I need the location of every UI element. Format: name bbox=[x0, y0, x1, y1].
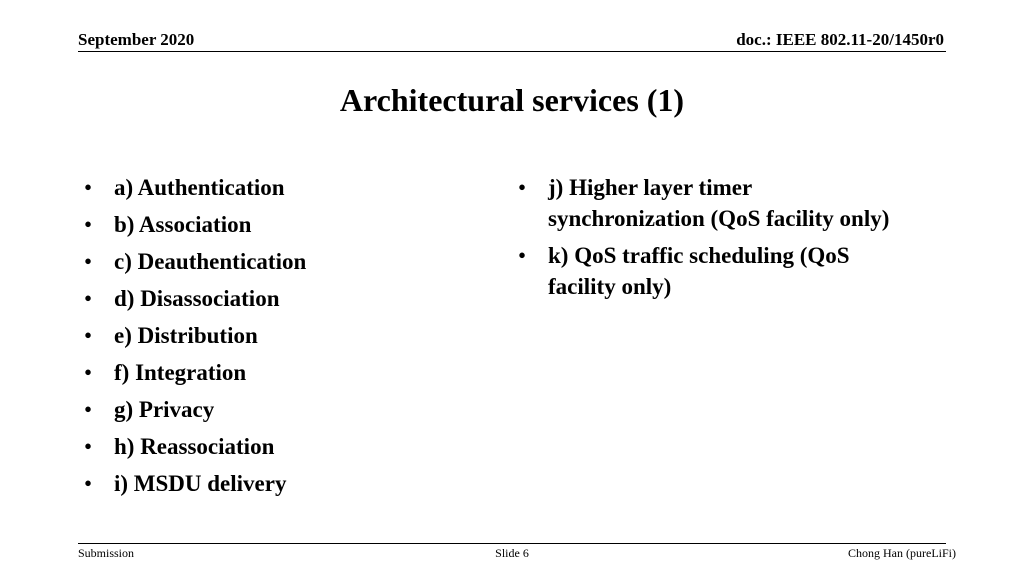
right-bullet-list bbox=[518, 172, 898, 308]
bullet-icon: • bbox=[84, 286, 93, 311]
bullet-icon: • bbox=[84, 212, 93, 237]
list-item bbox=[84, 246, 444, 277]
list-item-text: c) Deauthentication bbox=[114, 249, 307, 274]
header-doc-id: doc.: IEEE 802.11-20/1450r0 bbox=[736, 30, 944, 49]
bullet-icon: • bbox=[84, 471, 93, 496]
list-item bbox=[84, 357, 444, 388]
footer-author: Chong Han (pureLiFi) bbox=[848, 546, 956, 560]
list-item bbox=[84, 431, 444, 462]
list-item bbox=[518, 172, 898, 234]
bullet-icon: • bbox=[84, 175, 93, 200]
bullet-icon: • bbox=[84, 434, 93, 459]
list-item-text: d) Disassociation bbox=[114, 286, 280, 311]
list-item bbox=[84, 468, 444, 499]
bullet-icon: • bbox=[518, 243, 527, 268]
left-bullet-list bbox=[84, 172, 444, 505]
bullet-icon: • bbox=[84, 397, 93, 422]
list-item-text: e) Distribution bbox=[114, 323, 258, 348]
slide-title: Architectural services (1) bbox=[339, 82, 685, 118]
list-item bbox=[84, 320, 444, 351]
footer-submission: Submission bbox=[78, 546, 135, 560]
bullet-icon: • bbox=[84, 323, 93, 348]
list-item bbox=[518, 240, 898, 302]
footer-divider bbox=[78, 543, 946, 544]
list-item bbox=[84, 209, 444, 240]
list-item-text: b) Association bbox=[114, 212, 252, 237]
list-item-text: j) Higher layer timer synchronization (QoS facility only) bbox=[548, 175, 890, 231]
bullet-icon: • bbox=[518, 175, 527, 200]
header-divider bbox=[78, 51, 946, 52]
footer-slide-number: Slide 6 bbox=[495, 546, 529, 560]
list-item bbox=[84, 394, 444, 425]
list-item-text: k) QoS traffic scheduling (QoS facility only) bbox=[548, 243, 850, 299]
list-item bbox=[84, 172, 444, 203]
bullet-icon: • bbox=[84, 360, 93, 385]
bullet-icon: • bbox=[84, 249, 93, 274]
list-item-text: a) Authentication bbox=[114, 175, 285, 200]
header-date: September 2020 bbox=[78, 30, 195, 49]
list-item-text: h) Reassociation bbox=[114, 434, 275, 459]
list-item-text: g) Privacy bbox=[114, 397, 215, 422]
list-item-text: f) Integration bbox=[114, 360, 247, 385]
list-item-text: i) MSDU delivery bbox=[114, 471, 287, 496]
list-item bbox=[84, 283, 444, 314]
